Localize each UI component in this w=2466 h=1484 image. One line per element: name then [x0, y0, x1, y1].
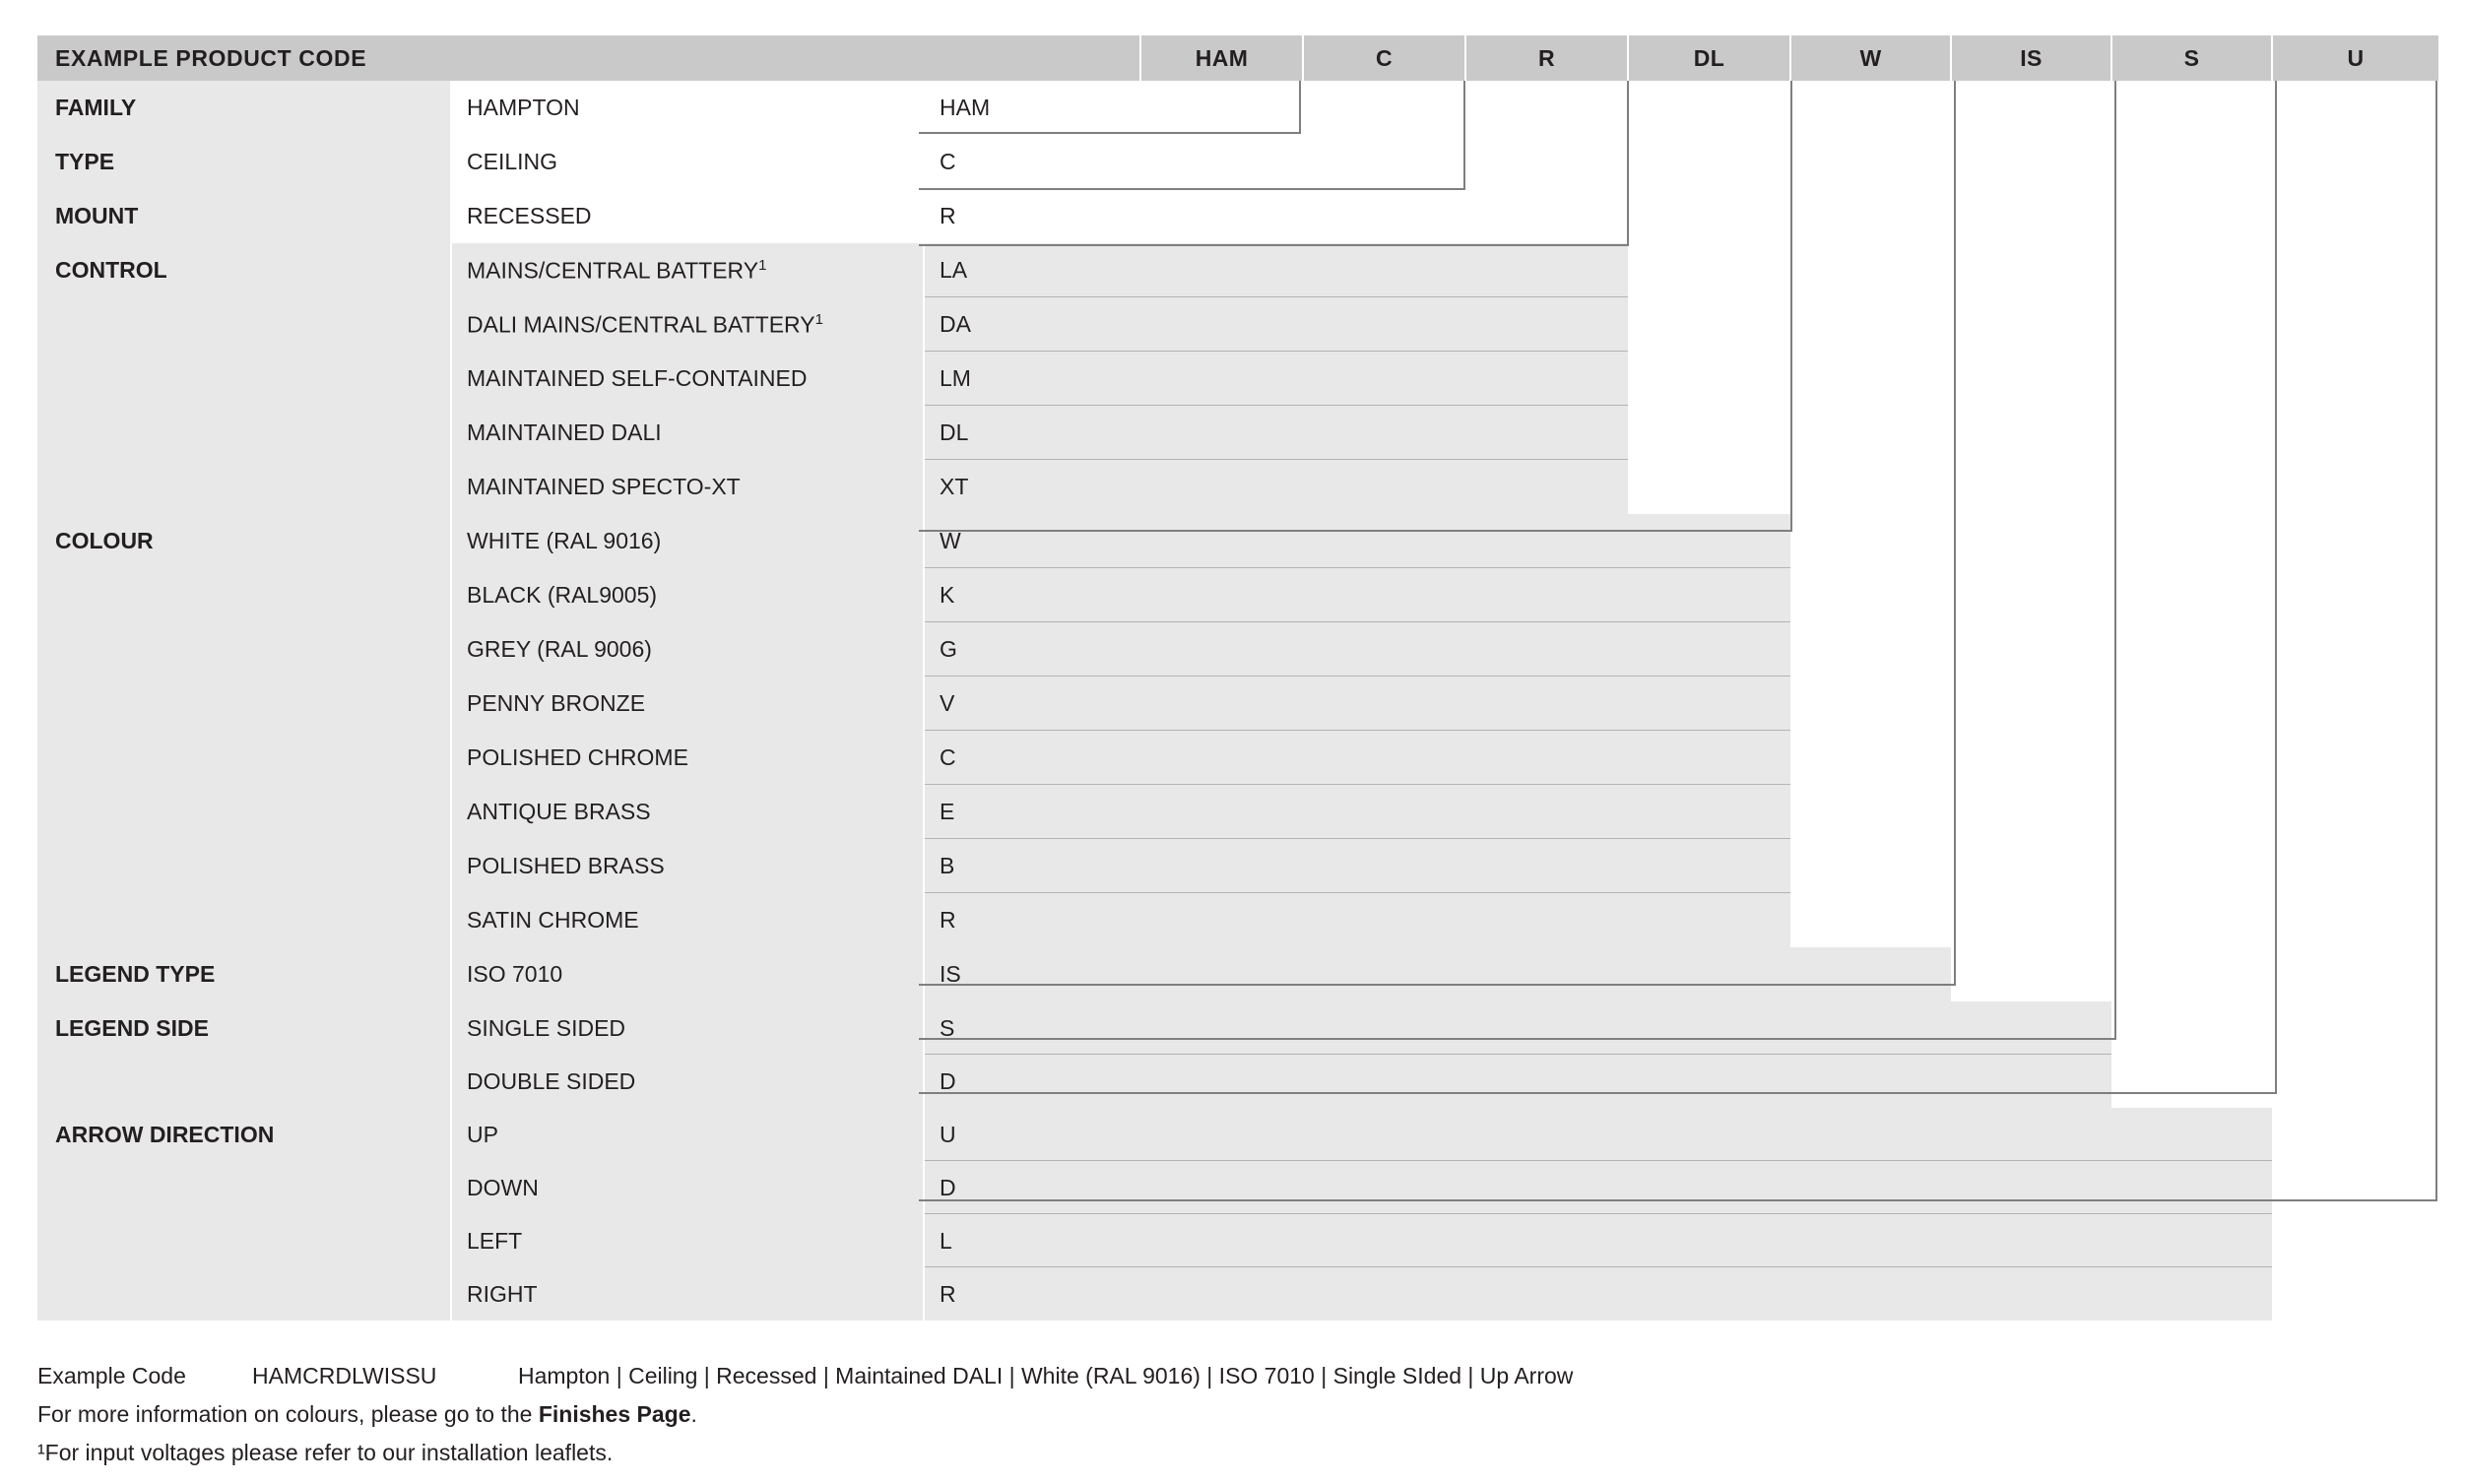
row-rule-span [1140, 460, 1628, 514]
row-label: LEGEND SIDE [37, 1001, 451, 1055]
table-row [37, 677, 2438, 731]
row-spacer [1790, 731, 2438, 785]
row-code-text: U [940, 1121, 956, 1147]
row-code-text: R [940, 1280, 956, 1307]
example-code-line [37, 1357, 2401, 1395]
row-description [451, 189, 924, 243]
row-label [37, 352, 451, 406]
row-description-text: RECESSED [467, 203, 592, 228]
row-rule-span [1140, 839, 1790, 893]
row-rule [1140, 459, 1628, 460]
row-code [924, 785, 1140, 839]
table-row [37, 893, 2438, 947]
row-code-text: LM [940, 365, 971, 391]
row-code-text: R [940, 907, 956, 933]
example-code-value: HAMCRDLWISSU [252, 1363, 437, 1388]
colours-note-prefix: For more information on colours, please go to the [37, 1401, 539, 1427]
row-spacer [1790, 839, 2438, 893]
row-label [37, 1214, 451, 1267]
row-description [451, 568, 924, 622]
row-rule-span [1140, 622, 1790, 677]
row-spacer [1790, 622, 2438, 677]
row-code-text: C [940, 149, 956, 174]
row-spacer [1790, 893, 2438, 947]
row-rule-span [1140, 406, 1628, 460]
row-spacer [2111, 1055, 2438, 1108]
row-description-footnote-marker: 1 [758, 256, 767, 274]
row-rule [1140, 1054, 2111, 1055]
table-row [37, 460, 2438, 514]
row-description [451, 785, 924, 839]
row-description [451, 1267, 924, 1321]
row-rule-span [1140, 1055, 2111, 1108]
row-description [451, 731, 924, 785]
row-description [451, 947, 924, 1001]
table-header-row [37, 35, 2438, 81]
row-code-text: V [940, 690, 955, 716]
row-code [924, 1001, 1140, 1055]
row-description [451, 135, 924, 189]
row-rule-span [1140, 297, 1628, 352]
row-code [924, 297, 1140, 352]
row-description-text: GREY (RAL 9006) [467, 636, 652, 662]
row-description [451, 1161, 924, 1214]
table-row [37, 1055, 2438, 1108]
table-row [37, 406, 2438, 460]
row-code [924, 839, 1140, 893]
row-code-text: HAM [940, 95, 991, 120]
row-code-text: W [940, 528, 961, 553]
header-code-ham: HAM [1140, 35, 1303, 81]
row-label: ARROW DIRECTION [37, 1108, 451, 1161]
row-description-text: PENNY BRONZE [467, 690, 646, 716]
row-description [451, 406, 924, 460]
row-code [924, 1108, 1140, 1161]
table-row [37, 514, 2438, 568]
row-spacer [1951, 947, 2438, 1001]
row-description [451, 352, 924, 406]
row-code [924, 731, 1140, 785]
table-row [37, 352, 2438, 406]
table-row [37, 1214, 2438, 1267]
row-code-text: DA [940, 311, 971, 337]
row-code-text: E [940, 799, 955, 824]
row-label: CONTROL [37, 243, 451, 297]
row-rule-span [1140, 352, 1628, 406]
row-code-text: S [940, 1014, 955, 1041]
header-code-r: R [1465, 35, 1628, 81]
row-code [924, 352, 1140, 406]
row-code-text: XT [940, 474, 969, 499]
row-description-text: RIGHT [467, 1280, 538, 1307]
row-description [451, 297, 924, 352]
row-label [37, 460, 451, 514]
example-code-description: Hampton | Ceiling | Recessed | Maintained DALI | White (RAL 9016) | ISO 7010 | Single SIded | Up Arrow [518, 1363, 1574, 1388]
table-row [37, 731, 2438, 785]
table-row [37, 135, 2438, 189]
row-label: LEGEND TYPE [37, 947, 451, 1001]
table-row [37, 622, 2438, 677]
header-code-c: C [1303, 35, 1465, 81]
row-code-text: LA [940, 257, 968, 283]
header-code-dl: DL [1628, 35, 1790, 81]
row-spacer [1628, 460, 2438, 514]
row-label [37, 1161, 451, 1214]
row-label [37, 1055, 451, 1108]
row-code [924, 1214, 1140, 1267]
row-label [37, 1267, 451, 1321]
row-description-text: DALI MAINS/CENTRAL BATTERY [467, 311, 815, 338]
row-spacer [1628, 243, 2438, 297]
row-rule-span [1140, 677, 1790, 731]
row-description [451, 514, 924, 568]
row-rule-span [1140, 568, 1790, 622]
row-description-text: WHITE (RAL 9016) [467, 528, 662, 553]
row-spacer [1790, 785, 2438, 839]
row-code [924, 1267, 1140, 1321]
row-code-text: L [940, 1227, 952, 1254]
header-code-w: W [1790, 35, 1951, 81]
row-spacer [2272, 1214, 2438, 1267]
row-label [37, 731, 451, 785]
row-description [451, 1055, 924, 1108]
row-description [451, 893, 924, 947]
row-spacer [1140, 189, 2438, 243]
row-description [451, 677, 924, 731]
row-spacer [1628, 406, 2438, 460]
row-description [451, 839, 924, 893]
row-spacer [1628, 352, 2438, 406]
row-code [924, 622, 1140, 677]
row-label [37, 677, 451, 731]
row-code [924, 135, 1140, 189]
footnotes [37, 1357, 2401, 1472]
row-description-text: DOUBLE SIDED [467, 1067, 636, 1094]
row-rule-span [1140, 514, 1790, 568]
row-code [924, 514, 1140, 568]
row-description [451, 460, 924, 514]
header-title: EXAMPLE PRODUCT CODE [37, 35, 1140, 81]
row-label [37, 622, 451, 677]
row-spacer [2111, 1001, 2438, 1055]
row-description-text: MAINS/CENTRAL BATTERY [467, 257, 759, 284]
row-description-text: HAMPTON [467, 95, 580, 120]
header-code-u: U [2272, 35, 2438, 81]
row-spacer [1140, 135, 2438, 189]
row-description-text: MAINTAINED DALI [467, 419, 662, 445]
row-label: TYPE [37, 135, 451, 189]
row-description-text: BLACK (RAL9005) [467, 582, 658, 608]
row-description-text: DOWN [467, 1174, 539, 1200]
row-code-text: K [940, 582, 955, 608]
row-label [37, 406, 451, 460]
row-spacer [1790, 568, 2438, 622]
row-label [37, 839, 451, 893]
row-code [924, 189, 1140, 243]
row-description [451, 1001, 924, 1055]
row-description-text: UP [467, 1121, 498, 1147]
row-rule-span [1140, 785, 1790, 839]
row-rule-span [1140, 947, 1951, 1001]
header-code-s: S [2111, 35, 2272, 81]
table-row [37, 1161, 2438, 1214]
row-rule-span [1140, 1108, 2272, 1161]
voltage-note-line: ¹For input voltages please refer to our installation leaflets. [37, 1440, 614, 1465]
row-rule [1140, 1266, 2272, 1267]
table-row [37, 243, 2438, 297]
row-spacer [1790, 677, 2438, 731]
row-description-text: ANTIQUE BRASS [467, 799, 651, 824]
row-description [451, 1214, 924, 1267]
row-rule-span [1140, 1161, 2272, 1214]
row-rule-span [1140, 243, 1628, 297]
row-description [451, 81, 924, 135]
row-code-text: D [940, 1174, 956, 1200]
row-description-footnote-marker: 1 [814, 310, 823, 328]
row-spacer [2272, 1161, 2438, 1214]
table-row [37, 189, 2438, 243]
table-row [37, 785, 2438, 839]
row-code-text: C [940, 744, 956, 770]
row-label [37, 785, 451, 839]
table-row [37, 568, 2438, 622]
row-code-text: R [940, 203, 956, 228]
row-code [924, 406, 1140, 460]
table-row [37, 1108, 2438, 1161]
colours-note-line [37, 1395, 2401, 1434]
row-code [924, 460, 1140, 514]
row-rule-span [1140, 1267, 2272, 1321]
colours-note-suffix: . [690, 1401, 697, 1427]
example-code-label: Example Code [37, 1363, 186, 1388]
table-row [37, 1267, 2438, 1321]
row-description-text: POLISHED BRASS [467, 853, 665, 878]
row-label: MOUNT [37, 189, 451, 243]
row-code-text: G [940, 636, 957, 662]
row-rule-span [1140, 731, 1790, 785]
row-code-text: IS [940, 961, 961, 987]
table-body [37, 81, 2438, 1321]
row-code-text: DL [940, 419, 969, 445]
row-description-text: POLISHED CHROME [467, 744, 688, 770]
row-description-text: CEILING [467, 149, 558, 174]
row-code-text: D [940, 1067, 956, 1094]
table-row [37, 947, 2438, 1001]
row-label: COLOUR [37, 514, 451, 568]
row-label [37, 568, 451, 622]
row-label: FAMILY [37, 81, 451, 135]
row-description [451, 622, 924, 677]
table-row [37, 297, 2438, 352]
row-description [451, 243, 924, 297]
row-rule [1140, 892, 1790, 893]
row-code [924, 1161, 1140, 1214]
row-rule-span [1140, 1001, 2111, 1055]
row-code [924, 947, 1140, 1001]
row-code [924, 1055, 1140, 1108]
row-rule-span [1140, 1214, 2272, 1267]
row-spacer [1628, 297, 2438, 352]
row-code-text: B [940, 853, 955, 878]
row-description-text: LEFT [467, 1227, 523, 1254]
header-code-is: IS [1951, 35, 2111, 81]
table-row [37, 839, 2438, 893]
example-product-code-table [37, 35, 2438, 1321]
row-description-text: MAINTAINED SELF-CONTAINED [467, 365, 808, 391]
finishes-page-link[interactable]: Finishes Page [538, 1401, 691, 1427]
row-code [924, 81, 1140, 135]
row-label [37, 297, 451, 352]
row-description [451, 1108, 924, 1161]
table-row [37, 1001, 2438, 1055]
row-rule-span [1140, 893, 1790, 947]
table-row [37, 81, 2438, 135]
row-spacer [1790, 514, 2438, 568]
row-code [924, 568, 1140, 622]
row-code [924, 893, 1140, 947]
row-description-text: SINGLE SIDED [467, 1014, 626, 1041]
row-description-text: ISO 7010 [467, 961, 563, 987]
row-description-text: MAINTAINED SPECTO-XT [467, 474, 741, 499]
row-code [924, 243, 1140, 297]
row-label [37, 893, 451, 947]
row-code [924, 677, 1140, 731]
row-spacer [2272, 1267, 2438, 1321]
row-spacer [2272, 1108, 2438, 1161]
row-spacer [1140, 81, 2438, 135]
row-description-text: SATIN CHROME [467, 907, 639, 933]
